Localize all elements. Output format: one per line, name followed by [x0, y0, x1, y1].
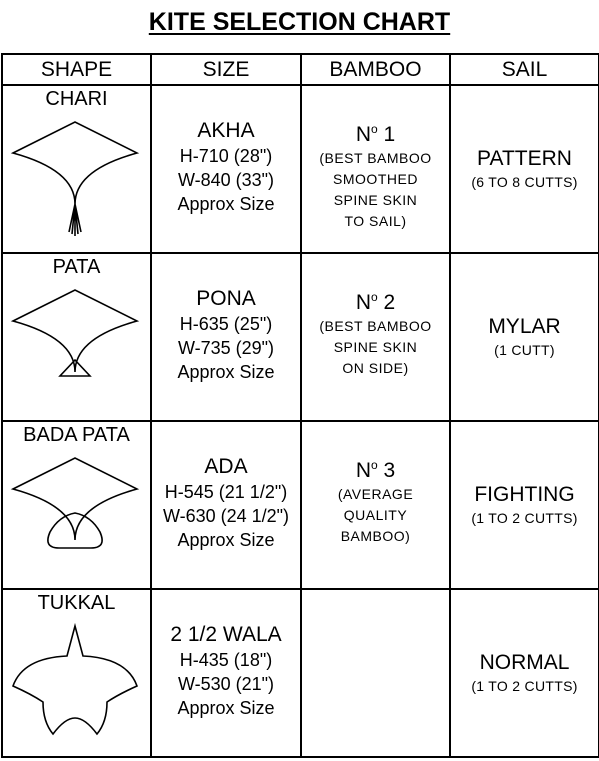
size-width: W-630 (24 1/2"): [162, 506, 290, 526]
bamboo-number: $N^o$ 2: [355, 290, 396, 314]
bamboo-desc-line: SPINE SKIN: [333, 192, 418, 208]
sail-detail: (1 CUTT): [494, 342, 555, 358]
size-height: H-635 (25"): [179, 314, 273, 334]
size-width: W-530 (21"): [177, 674, 275, 694]
table-row: [2, 253, 599, 421]
header-row: [2, 54, 599, 85]
sail-detail: (1 TO 2 CUTTS): [471, 678, 578, 694]
bamboo-desc-line: ON SIDE): [342, 360, 409, 376]
size-height: H-545 (21 1/2"): [164, 482, 288, 502]
chari-kite-icon: [3, 112, 150, 252]
table-row: [2, 589, 599, 757]
shape-name: BADA PATA: [23, 424, 130, 446]
size-height: H-710 (28"): [179, 146, 273, 166]
size-cell: [151, 85, 301, 253]
page-title: KITE SELECTION CHART: [148, 8, 451, 36]
header-shape: SHAPE: [2, 54, 151, 85]
size-approx: Approx Size: [177, 194, 275, 214]
bamboo-cell: [301, 589, 450, 757]
bamboo-cell: [301, 421, 450, 589]
shape-cell: [2, 85, 151, 253]
shape-name: CHARI: [45, 88, 108, 110]
size-cell: [151, 253, 301, 421]
size-width: W-840 (33"): [177, 170, 275, 190]
sail-cell: [450, 253, 599, 421]
shape-cell: [2, 589, 151, 757]
sail-name: PATTERN: [477, 147, 572, 170]
sail-cell: [450, 589, 599, 757]
sail-detail: (6 TO 8 CUTTS): [471, 174, 578, 190]
bamboo-desc-line: QUALITY: [343, 507, 408, 523]
shape-name: PATA: [52, 256, 101, 278]
sail-name: FIGHTING: [474, 483, 575, 506]
bamboo-cell: [301, 85, 450, 253]
header-size: SIZE: [151, 54, 301, 85]
size-name: AKHA: [197, 119, 255, 142]
size-name: PONA: [196, 287, 256, 310]
bamboo-desc-line: TO SAIL): [344, 213, 407, 229]
size-name: 2 1/2 WALA: [170, 623, 282, 646]
shape-cell: [2, 421, 151, 589]
shape-cell: [2, 253, 151, 421]
bamboo-number: $N^o$ 1: [355, 122, 396, 146]
kite-selection-table: [1, 53, 599, 758]
size-approx: Approx Size: [177, 530, 275, 550]
size-cell: [151, 421, 301, 589]
table-row: [2, 85, 599, 253]
bamboo-desc-line: SMOOTHED: [333, 171, 418, 187]
shape-name: TUKKAL: [37, 592, 116, 614]
size-height: H-435 (18"): [179, 650, 273, 670]
sail-name: MYLAR: [488, 315, 561, 338]
bamboo-number: $N^o$ 3: [355, 458, 396, 482]
header-bamboo: BAMBOO: [301, 54, 450, 85]
bamboo-cell: [301, 253, 450, 421]
sail-name: NORMAL: [479, 651, 570, 674]
tukkal-kite-icon: [3, 616, 150, 756]
pata-kite-icon: [3, 280, 150, 420]
bada-pata-kite-icon: [3, 448, 150, 588]
size-cell: [151, 589, 301, 757]
bamboo-desc-line: (BEST BAMBOO: [319, 150, 432, 166]
sail-cell: [450, 421, 599, 589]
bamboo-desc-line: BAMBOO): [340, 528, 411, 544]
bamboo-desc-line: (AVERAGE: [337, 486, 414, 502]
header-sail: SAIL: [450, 54, 599, 85]
bamboo-desc-line: (BEST BAMBOO: [319, 318, 432, 334]
size-approx: Approx Size: [177, 698, 275, 718]
bamboo-desc-line: SPINE SKIN: [333, 339, 418, 355]
sail-cell: [450, 85, 599, 253]
size-name: ADA: [204, 455, 248, 478]
size-approx: Approx Size: [177, 362, 275, 382]
table-row: [2, 421, 599, 589]
sail-detail: (1 TO 2 CUTTS): [471, 510, 578, 526]
size-width: W-735 (29"): [177, 338, 275, 358]
